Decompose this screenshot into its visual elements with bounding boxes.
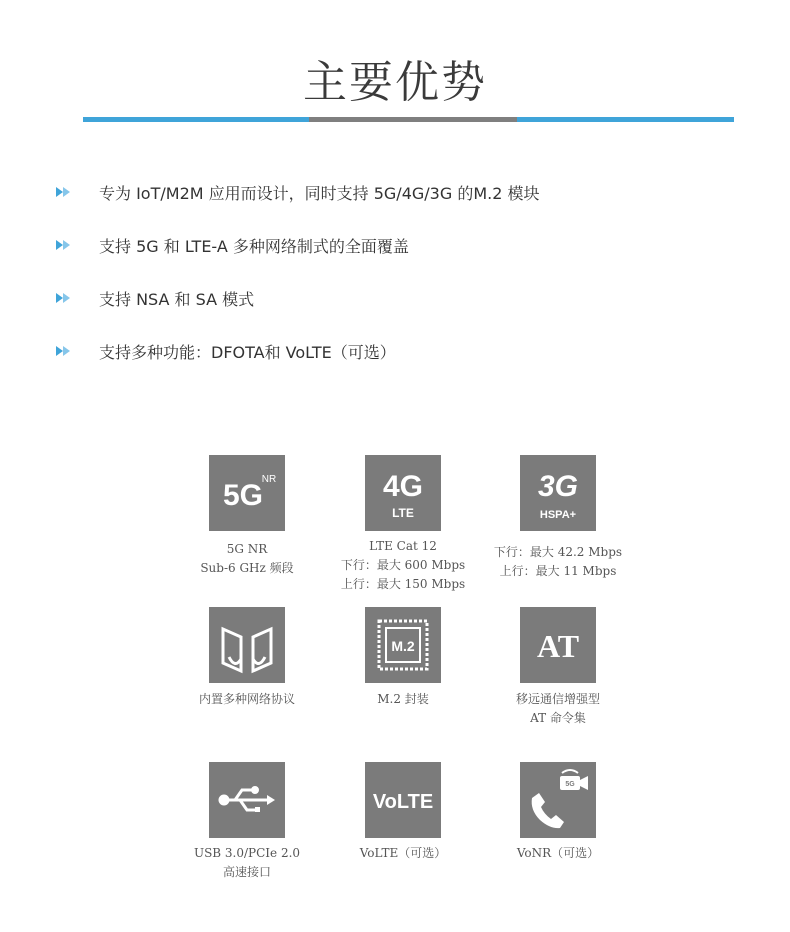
usb-icon	[209, 762, 285, 838]
feature-caption: 5G NR Sub-6 GHz 频段	[200, 542, 294, 575]
title-underline-right	[517, 117, 734, 122]
list-item	[56, 286, 254, 310]
title-underline-left	[83, 117, 309, 122]
list-item	[56, 339, 396, 363]
list-item-text: 支持多种功能：DFOTA和 VoLTE（可选）	[99, 342, 396, 362]
list-item	[56, 233, 409, 257]
antenna-protocol-icon	[209, 607, 285, 683]
at-command-icon	[520, 607, 596, 683]
feature-caption: 移远通信增强型 AT 命令集	[515, 692, 600, 725]
double-arrow-icon	[56, 185, 74, 199]
3g-hspa-icon	[520, 455, 596, 531]
vonr-icon	[520, 762, 596, 838]
feature-caption: VoNR（可选）	[516, 846, 600, 860]
list-item-text: 专为 IoT/M2M 应用而设计，同时支持 5G/4G/3G 的M.2 模块	[99, 183, 540, 203]
3g-glyph: 3G	[537, 470, 579, 503]
feature-caption: LTE Cat 12 下行：最大 600 Mbps 上行：最大 150 Mbps	[340, 539, 466, 591]
at-glyph: AT	[536, 628, 580, 664]
lte-label: LTE	[392, 506, 414, 520]
hspa-label: HSPA+	[539, 509, 577, 521]
volte-glyph: VoLTE	[372, 791, 434, 813]
4g-lte-icon	[365, 455, 441, 531]
page-title: 主要优势	[303, 57, 487, 108]
double-arrow-icon	[56, 344, 74, 358]
double-arrow-icon	[56, 238, 74, 252]
title-underline-middle	[309, 117, 517, 122]
list-item-text: 支持 5G 和 LTE-A 多种网络制式的全面覆盖	[99, 236, 409, 256]
list-item	[56, 180, 539, 204]
5g-mini-glyph: 5G	[565, 781, 575, 788]
feature-caption: USB 3.0/PCIe 2.0 高速接口	[193, 846, 301, 879]
feature-caption: 内置多种网络协议	[198, 692, 295, 706]
double-arrow-icon	[56, 291, 74, 305]
m2-package-icon	[365, 607, 441, 683]
volte-icon	[365, 762, 441, 838]
nr-superscript: NR	[261, 474, 277, 485]
4g-glyph: 4G	[382, 470, 424, 503]
feature-caption: VoLTE（可选）	[359, 846, 447, 860]
m2-glyph: M.2	[391, 638, 415, 654]
5g-glyph: 5G	[222, 479, 264, 512]
list-item-text: 支持 NSA 和 SA 模式	[99, 289, 255, 309]
5g-nr-icon	[209, 455, 285, 531]
feature-caption: 下行：最大 42.2 Mbps 上行：最大 11 Mbps	[493, 545, 623, 578]
feature-caption: M.2 封装	[377, 692, 429, 706]
